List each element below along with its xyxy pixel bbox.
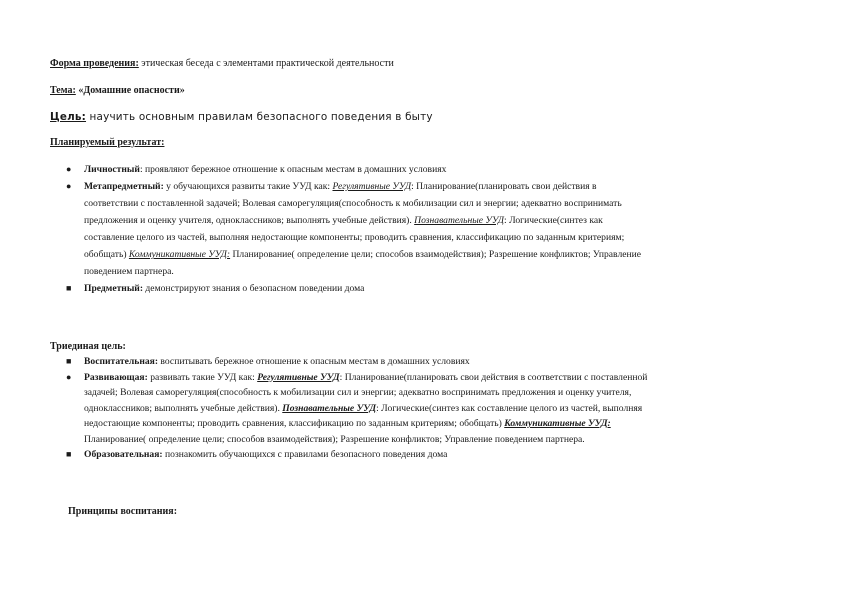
item-line: Метапредметный: у обучающихся развиты такие УУД как: Регулятивные УУД: Планирование(планировать свои действия в [84,181,597,193]
triune-goal-heading: Триединая цель: [50,341,126,352]
item-line: Развивающая: развивать такие УУД как: Регулятивные УУД: Планирование(планировать свои действия в соответствии с поставленной [84,371,648,383]
goal-label: Цель: [50,111,87,123]
topic-value: «Домашние опасности» [75,85,185,96]
item-label: Воспитательная: [84,356,159,367]
list-item [50,370,790,448]
bullet-icon: ● [66,371,72,382]
item-line: недостающие компоненты; проводить сравнения, классификацию по заданным критериям; обобщать) Коммуникативные УУД: [84,418,611,429]
item-line: задачей; Волевая саморегуляция(способность к мобилизации сил и энергии; адекватно воспринимать предложения и оценку учителя, [84,387,632,398]
cognitive-link: Познавательные УУД [414,215,505,227]
goal-line [50,111,433,123]
list-item [50,280,790,297]
planned-result-heading: Планируемый результат: [50,137,165,148]
item-label: Развивающая: [84,371,148,383]
bullet-icon: ■ [66,283,72,294]
bullet-icon: ● [66,164,72,174]
triune-goal-list [50,354,790,463]
cognitive-link: Познавательные УУД [282,402,377,414]
list-item [50,354,790,370]
item-line: Планирование( определение цели; способов взаимодействия); Разрешение конфликтов; Управление поведением партнера. [84,433,585,445]
communicative-link: Коммуникативные УУД: [504,418,611,429]
list-item [50,178,790,280]
regulative-link: Регулятивные УУД [332,181,412,193]
item-line: предложения и оценку учителя, одноклассников; выполнять учебные действия). Познавательные УУД: Логические(синтез как [84,215,603,227]
principles-heading: Принципы воспитания: [68,506,178,517]
form-value: этическая беседа с элементами практической деятельности [138,58,394,69]
item-line: обобщать) Коммуникативные УУД: Планирование( определение цели; способов взаимодействия); Разрешение конфликтов; Управление [84,249,642,261]
item-text: демонстрируют знания о безопасном поведении дома [143,283,365,295]
item-label: Личностный [84,164,140,175]
bullet-icon: ■ [66,356,72,366]
topic-line [50,85,185,97]
item-text: познакомить обучающихся с правилами безопасного поведения дома [162,449,448,460]
regulative-link: Регулятивные УУД [257,371,340,383]
communicative-link: Коммуникативные УУД: [128,249,231,261]
list-item [50,447,790,463]
item-label: Метапредметный: [84,181,164,193]
form-line [50,58,394,70]
item-text: воспитывать бережное отношение к опасным местам в домашних условиях [158,356,470,367]
item-label: Образовательная: [84,449,163,460]
item-line: поведением партнера. [84,266,174,278]
item-label: Предметный: [84,283,144,295]
list-item [50,161,790,178]
item-text: : проявляют бережное отношение к опасным местам в домашних условиях [139,164,447,175]
bullet-icon: ● [66,181,72,192]
topic-label: Тема: [50,85,76,96]
goal-value: научить основным правилам безопасного поведения в быту [86,111,433,123]
bullet-icon: ■ [66,449,72,459]
form-label: Форма проведения: [50,58,139,69]
item-line: одноклассников; выполнять учебные действия). Познавательные УУД: Логические(синтез как составление целого из частей, выполняя [84,402,643,414]
planned-results-list [50,161,790,297]
item-line: составление целого из частей, выполняя недостающие компоненты; проводить сравнения, классификацию по заданным критериям; [84,232,625,244]
item-line: соответствии с поставленной задачей; Волевая саморегуляция(способность к мобилизации сил и энергии; адекватно воспринимать [84,198,622,210]
